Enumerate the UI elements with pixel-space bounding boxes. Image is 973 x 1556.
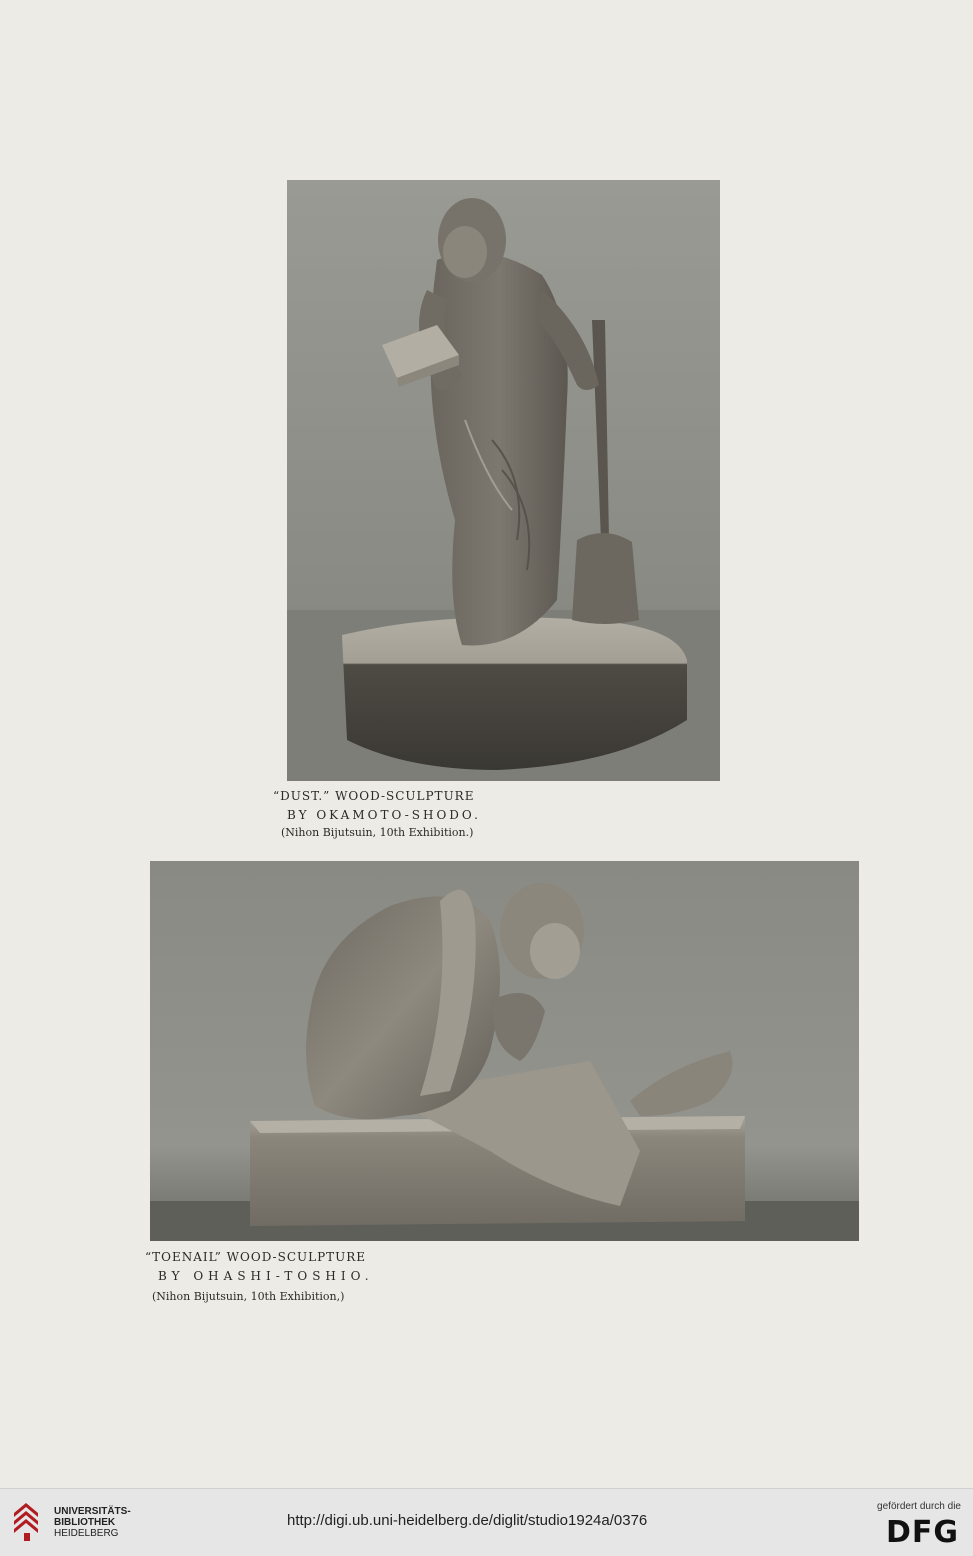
photo-dust-sculpture — [287, 180, 720, 781]
library-name-line2: BIBLIOTHEK — [54, 1517, 116, 1528]
university-library-name — [54, 1506, 131, 1539]
dfg-logo[interactable]: DFG — [885, 1515, 959, 1550]
viewer-footer — [0, 1488, 973, 1556]
caption-artist: BY OKAMOTO-SHODO. — [287, 808, 481, 822]
university-library-logo-icon[interactable] — [10, 1499, 46, 1543]
caption-title: “TOENAIL” WOOD-SCULPTURE — [145, 1250, 367, 1264]
library-name-line3: HEIDELBERG — [54, 1528, 119, 1539]
library-name-line1: UNIVERSITÄTS- — [54, 1506, 131, 1517]
sculpture-dust-image — [287, 180, 720, 781]
caption-exhibition: (Nihon Bijutsuin, 10th Exhibition,) — [152, 1290, 345, 1303]
caption-exhibition: (Nihon Bijutsuin, 10th Exhibition.) — [281, 826, 474, 839]
caption-title: “DUST.” WOOD-SCULPTURE — [273, 789, 475, 803]
caption-artist: BY OHASHI-TOSHIO. — [158, 1269, 374, 1283]
sculpture-toenail-image — [150, 861, 859, 1241]
funding-label: gefördert durch die — [877, 1501, 961, 1512]
photo-toenail-sculpture — [150, 861, 859, 1241]
permalink-url[interactable]: http://digi.ub.uni-heidelberg.de/diglit/studio1924a/0376 — [287, 1512, 648, 1529]
